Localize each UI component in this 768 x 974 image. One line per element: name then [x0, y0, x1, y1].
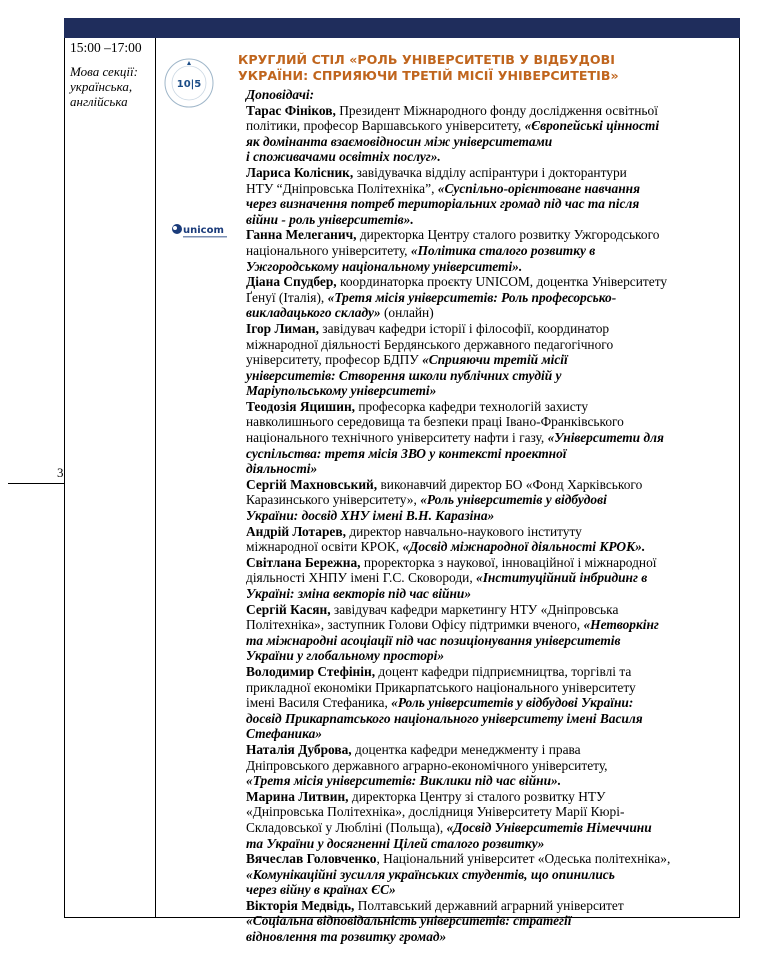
talk-title: досвід Прикарпатського національного університету імені Василя: [246, 710, 643, 726]
speaker-affiliation: Складовської у Любліні (Польща),: [246, 819, 447, 835]
speaker-name: Вікторія Медвідь,: [246, 897, 355, 913]
speaker-line: [246, 337, 741, 353]
speaker-affiliation: Ґенуї (Італія),: [246, 289, 328, 305]
talk-title: через війну в країнах ЄС»: [246, 882, 396, 898]
talk-title: та міжнародні асоціації під час позиціонування університетів: [246, 632, 621, 648]
talk-title: університетів: Створення школи публічних студій у: [246, 367, 562, 383]
speaker-affiliation: директорка Центру зі сталого розвитку НТУ: [348, 788, 606, 804]
talk-title: «Досвід міжнародної діяльності КРОК».: [402, 539, 646, 555]
speaker-line: [246, 227, 741, 243]
speaker-name: Вячеслав Головченко: [246, 851, 377, 867]
speaker-name: Ганна Мелеганич,: [246, 227, 357, 243]
speaker-affiliation: Каразинського університету»,: [246, 492, 421, 508]
speaker-line: [246, 477, 741, 493]
speaker-entry: [246, 227, 741, 274]
speaker-affiliation: проректорка з наукової, інноваційної і міжнародної: [360, 554, 657, 570]
speaker-line: [246, 181, 741, 197]
speaker-line: [246, 196, 741, 212]
speaker-affiliation: завідувач кафедри історії і філософії, координатор: [318, 320, 610, 336]
speaker-entry: [246, 789, 741, 851]
speaker-line: [246, 243, 741, 259]
speakers-list: [246, 87, 741, 945]
speaker-affiliation: виконавчий директор БО «Фонд Харківського: [377, 476, 643, 492]
speaker-entry: [246, 602, 741, 664]
talk-title: «Соціальна відповідальність університетів: стратегії: [246, 913, 572, 929]
speaker-entry: [246, 664, 741, 742]
speaker-line: [246, 929, 741, 945]
speaker-name: Сергій Касян,: [246, 601, 331, 617]
speaker-affiliation: Дніпровського державного аграрно-економічного університету,: [246, 757, 608, 773]
speaker-affiliation: Полтавський державний аграрний університет: [354, 897, 624, 913]
speaker-line: [246, 804, 741, 820]
speaker-line: [246, 898, 741, 914]
speaker-name: Наталія Дуброва,: [246, 741, 352, 757]
speaker-entry: [246, 742, 741, 789]
speaker-line: [246, 399, 741, 415]
speaker-affiliation: імені Василя Стефаника,: [246, 695, 392, 711]
speaker-line: [246, 212, 741, 228]
speaker-line: [246, 867, 741, 883]
talk-title: і споживачами освітніх послуг».: [246, 149, 441, 165]
speaker-affiliation: національного технічного університету нафти і газу,: [246, 430, 548, 446]
speaker-entry: [246, 165, 741, 227]
speaker-line: [246, 165, 741, 181]
speaker-line: [246, 913, 741, 929]
talk-title: «Третя місія університетів: Роль професорсько-: [327, 289, 617, 305]
talk-title: України у глобальному просторі»: [246, 648, 445, 664]
speaker-line: [246, 368, 741, 384]
speaker-affiliation: міжнародної діяльності Бердянського державного педагогічного: [246, 336, 614, 352]
anniversary-logo-text: 10|5: [176, 79, 202, 90]
speakers-header: Доповідачі:: [246, 87, 315, 102]
speaker-line: [246, 711, 741, 727]
speaker-line: [246, 118, 741, 134]
speaker-name: Світлана Бережна,: [246, 554, 361, 570]
talk-title: через визначення потреб територіальних громад під час та після: [246, 196, 640, 212]
talk-title: «Суспільно-орієнтоване навчання: [437, 180, 640, 196]
speaker-affiliation: завідувачка відділу аспірантури і докторантури: [353, 164, 627, 180]
speaker-entry: [246, 103, 741, 165]
anniversary-logo: [160, 56, 218, 110]
speaker-affiliation: доцентка кафедри менеджменту і права: [351, 741, 581, 757]
speaker-affiliation: директорка Центру сталого розвитку Ужгородського: [356, 227, 660, 243]
speaker-line: [246, 695, 741, 711]
speaker-line: [246, 882, 741, 898]
speaker-affiliation: доцент кафедри підприємництва, торгівлі та: [375, 663, 632, 679]
speaker-affiliation: Президент Міжнародного фонду дослідження освітньої: [335, 102, 658, 118]
speaker-line: [246, 430, 741, 446]
speaker-affiliation: прикладної економіки Прикарпатського національного університету: [246, 679, 636, 695]
speaker-entry: [246, 477, 741, 524]
speaker-affiliation: завідувач кафедри маркетингу НТУ «Дніпровська: [330, 601, 619, 617]
speaker-name: Лариса Колісник,: [246, 164, 354, 180]
speaker-line: [246, 305, 741, 321]
talk-title: України: досвід ХНУ імені В.Н. Каразіна»: [246, 508, 495, 524]
speaker-affiliation: політики, професор Варшавського університету,: [246, 118, 525, 134]
speaker-affiliation: національного університету,: [246, 242, 411, 258]
speaker-line: [246, 789, 741, 805]
speaker-affiliation: діяльності ХНПУ імені Г.С. Сковороди,: [246, 570, 477, 586]
speaker-line: [246, 492, 741, 508]
column-divider: [155, 38, 156, 918]
speaker-line: [246, 570, 741, 586]
speaker-line: [246, 321, 741, 337]
speaker-line: [246, 383, 741, 399]
speaker-line: [246, 602, 741, 618]
unicom-logo-text: unicom: [183, 225, 224, 236]
speaker-line: [246, 149, 741, 165]
session-language: [70, 64, 150, 109]
speaker-affiliation: , Національний університет «Одеська політехніка»,: [376, 851, 671, 867]
speaker-name: Ігор Лиман,: [246, 320, 319, 336]
session-time: 15:00 –17:00: [70, 40, 142, 55]
speaker-line: [246, 103, 741, 119]
speaker-affiliation: координаторка проєкту UNICOM, доцентка Університету: [336, 274, 668, 290]
talk-title: «Інституційний інбридинг в: [476, 570, 648, 586]
talk-title: «Роль університетів у відбудові України:: [391, 695, 634, 711]
speaker-affiliation: навколишнього середовища та безпеки праці Івано-Франківського: [246, 414, 624, 430]
speaker-line: [246, 524, 741, 540]
speaker-line: [246, 586, 741, 602]
table-header-bar: [64, 18, 740, 38]
language-value-1: українська,: [70, 79, 133, 94]
speaker-name: Тарас Фініков,: [246, 102, 336, 118]
speaker-entry: [246, 898, 741, 945]
speaker-line: [246, 414, 741, 430]
talk-title: суспільства: третя місія ЗВО у контексті проектної: [246, 445, 567, 461]
speaker-affiliation: Політехніка», заступник Голови Офісу підтримки вченого,: [246, 617, 584, 633]
speaker-name: Теодозія Яцишин,: [246, 398, 356, 414]
talk-title: відновлення та розвитку громад»: [246, 929, 447, 945]
speaker-entry: [246, 524, 741, 555]
talk-title: Стефаника»: [246, 726, 322, 742]
talk-title: Маріупольському університеті»: [246, 383, 437, 399]
speaker-name: Сергій Махновський,: [246, 476, 378, 492]
speaker-line: [246, 633, 741, 649]
speaker-line: [246, 680, 741, 696]
session-title-line-1: КРУГЛИЙ СТІЛ «РОЛЬ УНІВЕРСИТЕТІВ У ВІДБУДОВІ: [238, 52, 615, 67]
speaker-line: [246, 617, 741, 633]
speaker-line: [246, 134, 741, 150]
speaker-line: [246, 508, 741, 524]
speaker-line: [246, 648, 741, 664]
talk-title: «Досвід Університетів Німеччини: [446, 819, 652, 835]
margin-line: [8, 483, 64, 484]
speaker-line: [246, 820, 741, 836]
talk-title: «Європейські цінності: [524, 118, 660, 134]
speaker-affiliation: «Дніпровська Політехніка», дослідниця Університету Марії Кюрі-: [246, 804, 625, 820]
speaker-entry: [246, 274, 741, 321]
speaker-name: Діана Спудбер,: [246, 274, 337, 290]
speaker-line: [246, 758, 741, 774]
speaker-line: [246, 446, 741, 462]
speaker-name: Володимир Стефінін,: [246, 663, 376, 679]
talk-title: та України у досягненні Цілей сталого розвитку»: [246, 835, 545, 851]
talk-title: діяльності»: [246, 461, 318, 477]
speaker-line: [246, 836, 741, 852]
speaker-line: [246, 742, 741, 758]
speaker-entry: [246, 555, 741, 602]
talk-title: Україні: зміна векторів під час війни»: [246, 586, 472, 601]
talk-title: «Політика сталого розвитку в: [410, 242, 596, 258]
speaker-entry: [246, 321, 741, 399]
talk-title: «Комунікаційні зусилля українських студентів, що опинились: [246, 866, 615, 882]
talk-title: «Роль університетів у відбудові: [420, 492, 607, 508]
speaker-line: [246, 726, 741, 742]
language-label: Мова секції:: [70, 64, 138, 79]
talk-title: «Нетворкінг: [583, 617, 659, 633]
speaker-line: [246, 274, 741, 290]
speaker-affiliation: директор навчально-наукового інституту: [345, 523, 582, 539]
talk-title: війни - роль університетів».: [246, 211, 414, 227]
talk-title: викладацького складу»: [246, 305, 381, 321]
speaker-line: [246, 461, 741, 477]
session-title: [238, 52, 738, 84]
speaker-entry: [246, 851, 741, 898]
speaker-line: [246, 773, 741, 789]
page-number: 3: [57, 465, 64, 480]
speaker-line: [246, 851, 741, 867]
speaker-affiliation: (онлайн): [380, 305, 434, 321]
speaker-line: [246, 664, 741, 680]
speaker-affiliation: міжнародної освіти КРОК,: [246, 539, 403, 555]
talk-title: «Університети для: [547, 430, 664, 446]
talk-title: «Сприяючи третій місії: [422, 352, 568, 368]
talk-title: «Третя місія університетів: Виклики під час війни».: [246, 773, 562, 789]
language-value-2: англійська: [70, 94, 128, 109]
speaker-line: [246, 290, 741, 306]
session-title-line-2: УКРАЇНИ: СПРИЯЮЧИ ТРЕТІЙ МІСІЇ УНІВЕРСИТЕТІВ»: [238, 68, 619, 83]
speaker-entry: [246, 399, 741, 477]
speaker-affiliation: університету, професор БДПУ: [246, 352, 423, 368]
speaker-name: Марина Литвин,: [246, 788, 349, 804]
speaker-line: [246, 555, 741, 571]
talk-title: Ужгородському національному університеті».: [246, 258, 523, 274]
speaker-affiliation: професорка кафедри технологій захисту: [355, 398, 589, 414]
unicom-logo: [170, 220, 232, 242]
speaker-name: Андрій Лотарев,: [246, 523, 346, 539]
speaker-affiliation: НТУ “Дніпровська Політехніка”,: [246, 180, 438, 196]
talk-title: як домінанта взаємовідносин між університетами: [246, 133, 553, 149]
speaker-line: [246, 352, 741, 368]
speaker-line: [246, 539, 741, 555]
speaker-line: [246, 259, 741, 275]
